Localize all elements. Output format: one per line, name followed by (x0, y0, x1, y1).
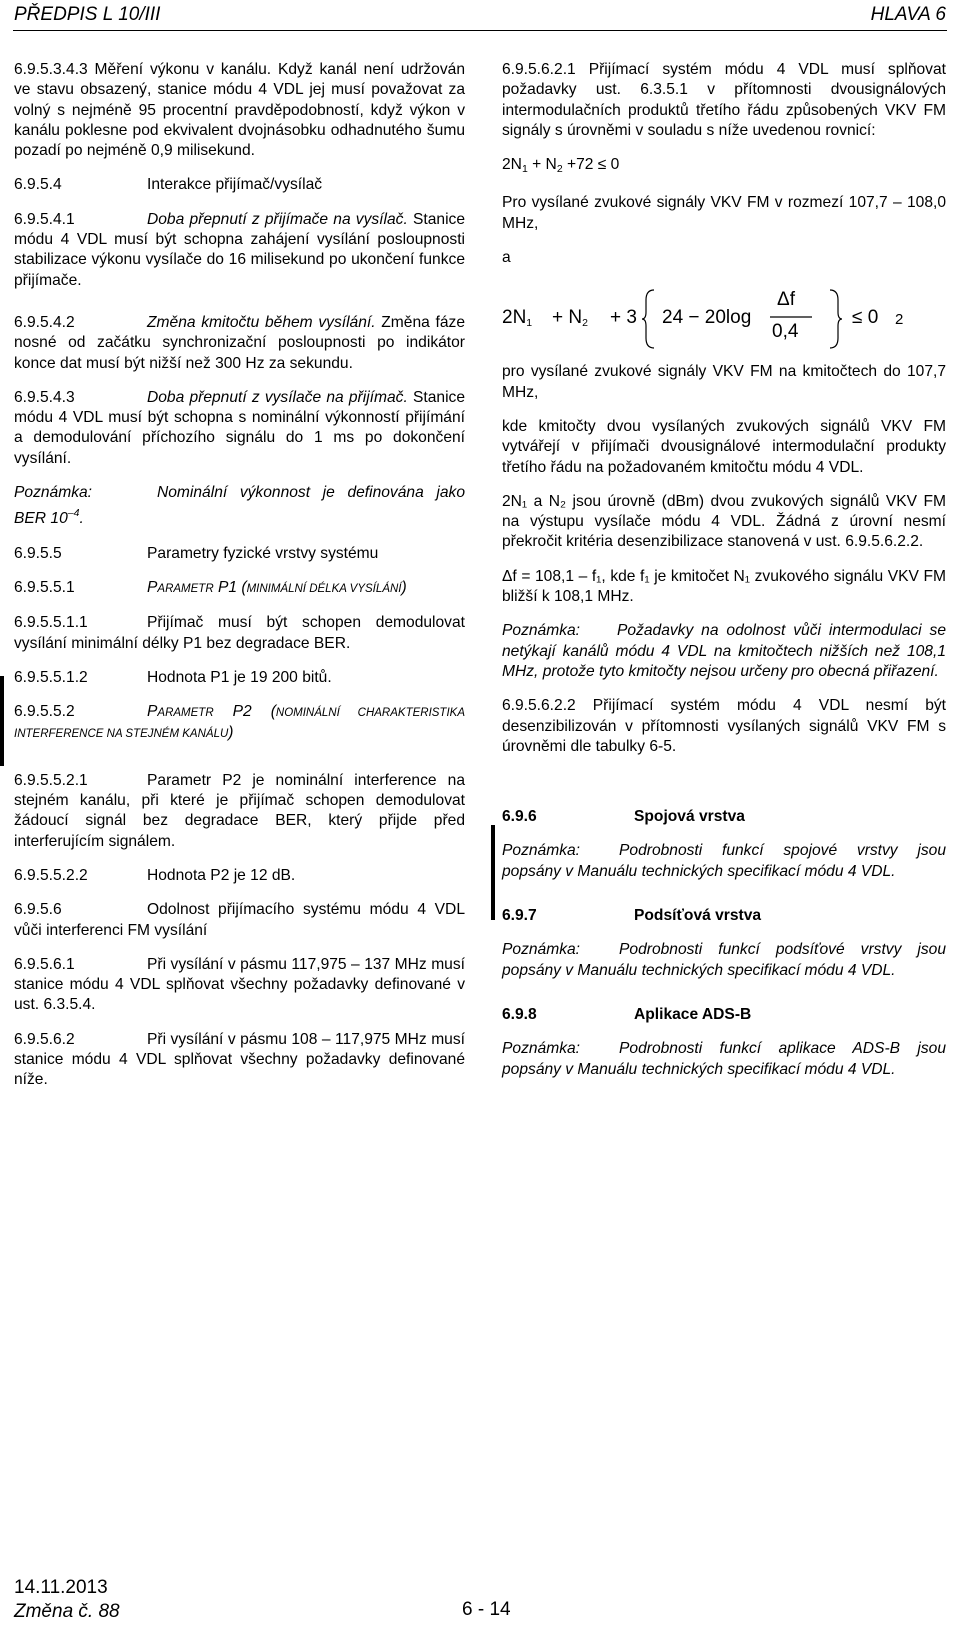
paragraph-title: Změna kmitočtu během vysílání. (147, 313, 376, 331)
section-title: Spojová vrstva (634, 808, 745, 826)
paragraph-6-9-5-6-2 (14, 1030, 465, 1091)
section-6-9-6 (502, 807, 946, 827)
title-part: ARAMETR (157, 582, 214, 595)
eq-part: + N (552, 307, 583, 329)
paragraph-6-9-5-4-3 (14, 388, 465, 469)
paragraph-6-9-5-6-1 (14, 955, 465, 1016)
title-part: ) (401, 578, 407, 596)
paragraph-number: 6.9.5.4.2 (14, 313, 75, 331)
paragraph-6-9-5-4-1 (14, 210, 465, 291)
paragraph-text: Změna fáze nosné od začátku synchronizační posloupnosti po indikátor konce dat musí být nižší než 300 Hz za sekundu. (14, 313, 465, 372)
section-6-9-7 (502, 906, 946, 926)
eq-part: +72 ≤ 0 (562, 156, 620, 174)
paragraph-delta-f: Δf = 108,1 – f₁, kde f₁ je kmitočet N₁ zvukového signálu VKV FM bližší k 108,1 MHz. (502, 567, 946, 606)
eq-part: 1 (521, 163, 528, 176)
paragraph-text: Přijímač musí být schopen demodulovat vysílání minimální délky P1 bez degradace BER. (14, 614, 465, 652)
paragraph-6-9-5-6 (14, 900, 465, 941)
paragraph-below-107: pro vysílané zvukové signály VKV FM na kmitočtech do 107,7 MHz, (502, 363, 946, 401)
section-number: 6.9.5.5.2.2 (14, 866, 88, 884)
paragraph-fm-range: Pro vysílané zvukové signály VKV FM v rozmezí 107,7 – 108,0 MHz, (502, 194, 946, 232)
note-text: Požadavky na odolnost vůči intermodulaci se netýkají kanálů módu 4 VDL na kmitočtech nižších než 108,1 MHz, protože tyto kmitočty nejsou určeny pro obecná přiřazení. (502, 622, 946, 680)
paragraph-number: 6.9.5.5.1.1 (14, 614, 88, 632)
section-number: 6.9.8 (502, 1005, 537, 1023)
eq-part: 1 (526, 317, 533, 330)
note-ber: Poznámka: Nominální výkonnost je definována jako BER $10^{-4}$. (14, 484, 465, 528)
section-text: Hodnota P2 je 12 dB. (147, 866, 296, 884)
right-brace (830, 290, 842, 348)
eq-tail: 2 (895, 311, 904, 329)
section-6-9-8 (502, 1005, 946, 1025)
section-6-9-5-5-2 (14, 702, 465, 745)
note-subnet-layer (502, 940, 946, 981)
paragraph-6-9-5-5-2-1 (14, 771, 465, 852)
title-part: P1 ( (213, 578, 247, 596)
title-part: P2 ( (213, 703, 276, 721)
note-text: Nominální výkonnost je definována jako BER 10 (14, 484, 465, 528)
eq-part: + 3 (610, 307, 637, 329)
section-number: 6.9.6 (502, 808, 537, 826)
paragraph-6-9-5-3-4-3: 6.9.5.3.4.3 Měření výkonu v kanálu. Když kanál není udržován ve stavu obsazený, stanice módu 4 VDL jej musí považovat za volný s nejméně 95 procentní pravděpodobností, když výkon v kanálu poklesne pod ekvivalent dvojnásobku odhadnutého šumu pozadí po nejméně 0,9 milisekund. (14, 61, 465, 160)
title-part: NOMINÁLNÍ CHARAKTERISTIKA INTERFERENCE NA STEJNÉM KANÁLU (14, 707, 465, 741)
note-label: Poznámka: (502, 941, 581, 959)
paragraph-title: Doba přepnutí z vysílače na přijímač. (147, 388, 408, 406)
note-link-layer (502, 841, 946, 882)
section-title: Podsíťová vrstva (634, 907, 762, 925)
paragraph-number: 6.9.5.6.1 (14, 955, 75, 973)
paragraph-text: Stanice módu 4 VDL musí být schopna s nominální výkonností přijímání a demodulování příchozího signálu do 1 ms po dokončení vysílání. (14, 388, 465, 467)
conjunction-a: a (502, 249, 511, 267)
section-title: Parametry fyzické vrstvy systému (147, 544, 379, 562)
note-exponent: –4 (67, 507, 80, 520)
paragraph-number: 6.9.5.4.3 (14, 388, 75, 406)
eq-part: 2N (502, 156, 522, 174)
left-brace (642, 290, 654, 348)
section-number: 6.9.5.5.2 (14, 703, 75, 721)
eq-part: 2 (556, 163, 563, 176)
section-text: Hodnota P1 je 19 200 bitů. (147, 668, 332, 686)
change-bar-left (0, 676, 4, 766)
section-6-9-5-5-1-2 (14, 668, 465, 688)
paragraph-6-9-5-6-2-2: 6.9.5.6.2.2 Přijímací systém módu 4 VDL nesmí být desenzibilizován v přítomnosti vysílaných signálů VKV FM s úrovněmi dle tabulky 6-5. (502, 697, 946, 755)
title-part: P (147, 703, 158, 721)
paragraph-levels: 2N₁ a N₂ jsou úrovně (dBm) dvou zvukových signálů VKV FM na výstupu vysílače módu 4 VDL. Žádná z úrovní nesmí překročit kritéria desenzibilizace stanovená v ust. 6.9.5.6.2.2. (502, 492, 946, 551)
paragraph-number: 6.9.5.6.2 (14, 1030, 75, 1048)
paragraph-6-9-5-5-1-1 (14, 613, 465, 654)
header-title: PŘEDPIS L 10/III (14, 4, 161, 25)
note-label: Poznámka: (502, 622, 581, 640)
paragraph-6-9-5-6-2-1: 6.9.5.6.2.1 Přijímací systém módu 4 VDL musí splňovat požadavky ust. 6.3.5.1 v přítomnosti dvousignálových intermodulačních produktů třetího řádu způsobených VKV FM signály s úrovněmi v souladu s níže uvedenou rovnicí: (502, 61, 946, 139)
eq-part (552, 308, 588, 333)
eq-part: + N (527, 156, 557, 174)
paragraph-number: 6.9.5.5.2.1 (14, 771, 88, 789)
eq-lhs (502, 308, 532, 333)
paragraph-number: 6.9.5.6 (14, 901, 62, 919)
paragraph-text: Při vysílání v pásmu 117,975 – 137 MHz musí stanice módu 4 VDL splňovat všechny požadavky definované v ust. 6.3.5.4. (14, 955, 465, 1014)
note-intermodulation (502, 621, 946, 682)
right-column (502, 60, 946, 1094)
footer-change: Změna č. 88 (14, 1601, 120, 1622)
section-number: 6.9.7 (502, 907, 537, 925)
left-column (14, 60, 465, 1105)
header-divider (13, 30, 947, 31)
eq-part: 2N (502, 307, 527, 329)
section-6-9-5-4 (14, 175, 465, 195)
section-number: 6.9.5.4 (14, 176, 62, 194)
note-label: Poznámka: (14, 484, 93, 502)
footer-date: 14.11.2013 (14, 1577, 108, 1598)
section-title (147, 578, 407, 599)
note-text: Podrobnosti funkcí podsíťové vrstvy jsou popsány v Manuálu technických specifikací módu 4 VDL. (502, 941, 946, 979)
paragraph-text: Parametr P2 je nominální interference na stejném kanálu, při které je přijímač schopen demodulovat žádoucí signál bez degradace BER, který přijde před interferujícím signálem. (14, 771, 465, 850)
eq-numerator: Δf (777, 289, 795, 311)
section-number: 6.9.5.5.1.2 (14, 668, 88, 686)
footer (14, 1576, 120, 1624)
title-part: MINIMÁLNÍ DÉLKA VYSÍLÁNÍ (246, 582, 402, 595)
section-title: Aplikace ADS-B (634, 1005, 752, 1023)
section-number: 6.9.5.5 (14, 544, 62, 562)
equation-1 (502, 155, 946, 179)
section-6-9-5-5 (14, 544, 465, 564)
eq-part: 24 − 20log (662, 307, 752, 329)
section-6-9-5-5-2-2 (14, 866, 465, 886)
note-text: Podrobnosti funkcí aplikace ADS-B jsou popsány v Manuálu technických specifikací módu 4 VDL. (502, 1040, 946, 1078)
change-bar-middle (491, 825, 495, 920)
page-number: 6 - 14 (462, 1599, 511, 1620)
title-part: ) (228, 724, 234, 742)
paragraph-6-9-5-4-2 (14, 313, 465, 374)
paragraph-number: 6.9.5.4.1 (14, 210, 75, 228)
paragraph-title: Doba přepnutí z přijímače na vysílač. (147, 210, 408, 228)
note-ads-b (502, 1039, 946, 1080)
paragraph-text: Při vysílání v pásmu 108 – 117,975 MHz musí stanice módu 4 VDL splňovat všechny požadavky definované níže. (14, 1030, 465, 1089)
eq-part: 2 (582, 317, 588, 330)
title-part: ARAMETR (157, 707, 214, 720)
note-label: Poznámka: (502, 842, 581, 860)
note-text: Podrobnosti funkcí spojové vrstvy jsou popsány v Manuálu technických specifikací módu 4 VDL. (502, 842, 946, 880)
equation-2 (502, 282, 946, 358)
header-chapter: HLAVA 6 (870, 4, 946, 25)
section-6-9-5-5-1 (14, 578, 465, 599)
note-label: Poznámka: (502, 1040, 581, 1058)
section-number: 6.9.5.5.1 (14, 578, 75, 596)
eq-denominator: 0,4 (772, 321, 799, 343)
eq-rhs: ≤ 0 (852, 307, 879, 329)
paragraph-text: Stanice módu 4 VDL musí být schopna zahájení vysílání posloupnosti stabilizace výkonu vysílače do 16 milisekund po ukončení funkce přijímače. (14, 210, 465, 289)
section-title: Interakce přijímač/vysílač (147, 176, 323, 194)
title-part: P (147, 578, 158, 596)
paragraph-kde-kmitocty: kde kmitočty dvou vysílaných zvukových signálů VKV FM vytvářejí v přijímači dvousignálové intermodulační produkty třetího řádu na požadovaném kmitočtu módu 4 VDL. (502, 417, 946, 476)
paragraph-text: Odolnost přijímacího systému módu 4 VDL vůči interferenci FM vysílání (14, 901, 465, 939)
